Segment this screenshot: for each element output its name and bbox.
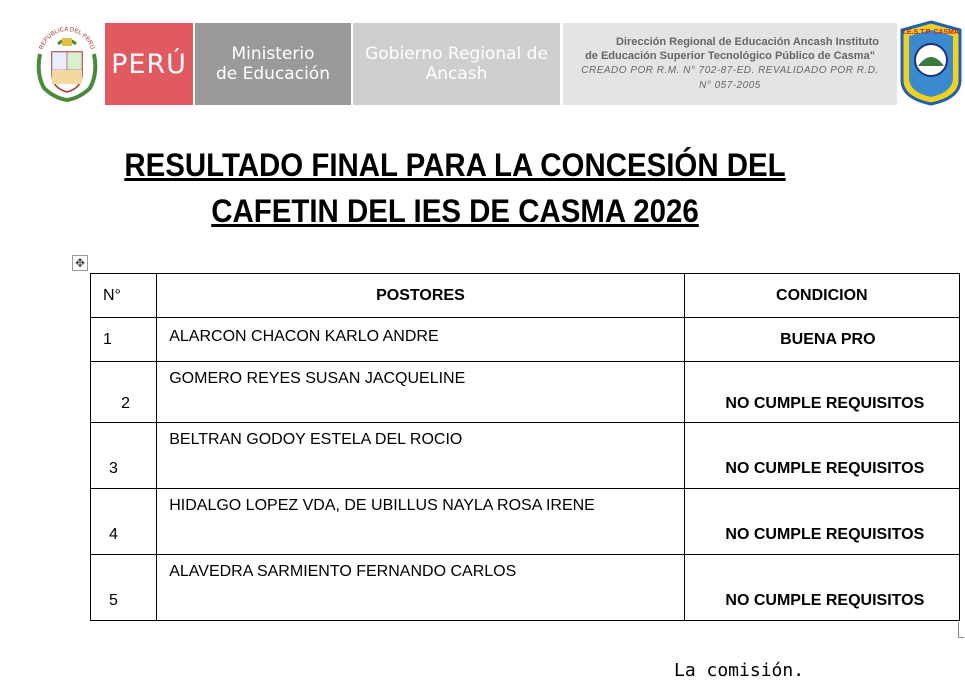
row-bidder-name [157,555,684,621]
peru-brand [105,23,193,105]
ministry-line-1: Ministerio [231,44,315,64]
bidder-name: BELTRAN GODOY ESTELA DEL ROCIO [169,431,463,448]
row-bidder-name [157,362,684,423]
row-number: 1 [91,318,157,362]
ministry-brand [195,23,351,105]
title-line-2: CAFETIN DEL IES DE CASMA 2026 [211,193,699,229]
row-bidder-name [157,318,684,362]
institute-logo-icon [898,20,964,106]
regional-government-brand [353,23,560,105]
gov-line-1: Gobierno Regional de [365,44,548,64]
direction-line-4: N° 057-2005 [699,80,761,91]
bidder-name: ALAVEDRA SARMIENTO FERNANDO CARLOS [169,563,517,580]
table-header-row [91,274,960,318]
row-bidder-name [157,423,684,489]
peru-label: PERÚ [111,48,187,80]
row-condition: NO CUMPLE REQUISITOS [684,362,959,423]
table-row [91,362,960,423]
svg-text:I.E.S.T.P. CASMA: I.E.S.T.P. CASMA [903,29,959,36]
title-line-1: RESULTADO FINAL PARA LA CONCESIÓN DEL [124,147,786,183]
table-row [91,489,960,555]
table-move-handle-icon[interactable]: ✥ [72,255,88,271]
ministry-line-2: de Educación [216,64,330,84]
regional-direction-brand [563,23,897,105]
header-bidders: POSTORES [157,274,684,318]
results-table [90,273,960,621]
row-condition: NO CUMPLE REQUISITOS [684,555,959,621]
bidder-name: GOMERO REYES SUSAN JACQUELINE [169,370,466,387]
document-title [73,142,837,234]
row-condition: BUENA PRO [684,318,959,362]
row-number: 5 [91,555,157,621]
direction-line-3: CREADO POR R.M. N° 702-87-ED. REVALIDADO POR R.D. [581,65,879,76]
bidder-name: HIDALGO LOPEZ VDA, DE UBILLUS NAYLA ROSA IRENE [169,497,595,514]
table-row [91,318,960,362]
direction-line-1: Dirección Regional de Educación Ancash Instituto [615,36,879,48]
gov-line-2: Ancash [425,64,488,84]
coat-of-arms-peru-icon [34,24,100,104]
row-number: 2 [91,362,157,423]
signature-line: La comisión. [674,660,805,681]
header-number: N° [91,274,157,318]
header-condition: CONDICION [684,274,959,318]
table-row [91,555,960,621]
svg-text:REPÚBLICA DEL PERÚ: REPÚBLICA DEL PERÚ [38,26,96,51]
direction-line-2: de Educación Superior Tecnológico Público de Casma" [585,50,875,62]
institutional-header [30,20,965,108]
table-resize-handle-icon[interactable] [958,622,964,638]
row-number: 4 [91,489,157,555]
row-condition: NO CUMPLE REQUISITOS [684,489,959,555]
row-number: 3 [91,423,157,489]
table-row [91,423,960,489]
row-condition: NO CUMPLE REQUISITOS [684,423,959,489]
bidder-name: ALARCON CHACON KARLO ANDRE [169,328,439,345]
row-bidder-name [157,489,684,555]
